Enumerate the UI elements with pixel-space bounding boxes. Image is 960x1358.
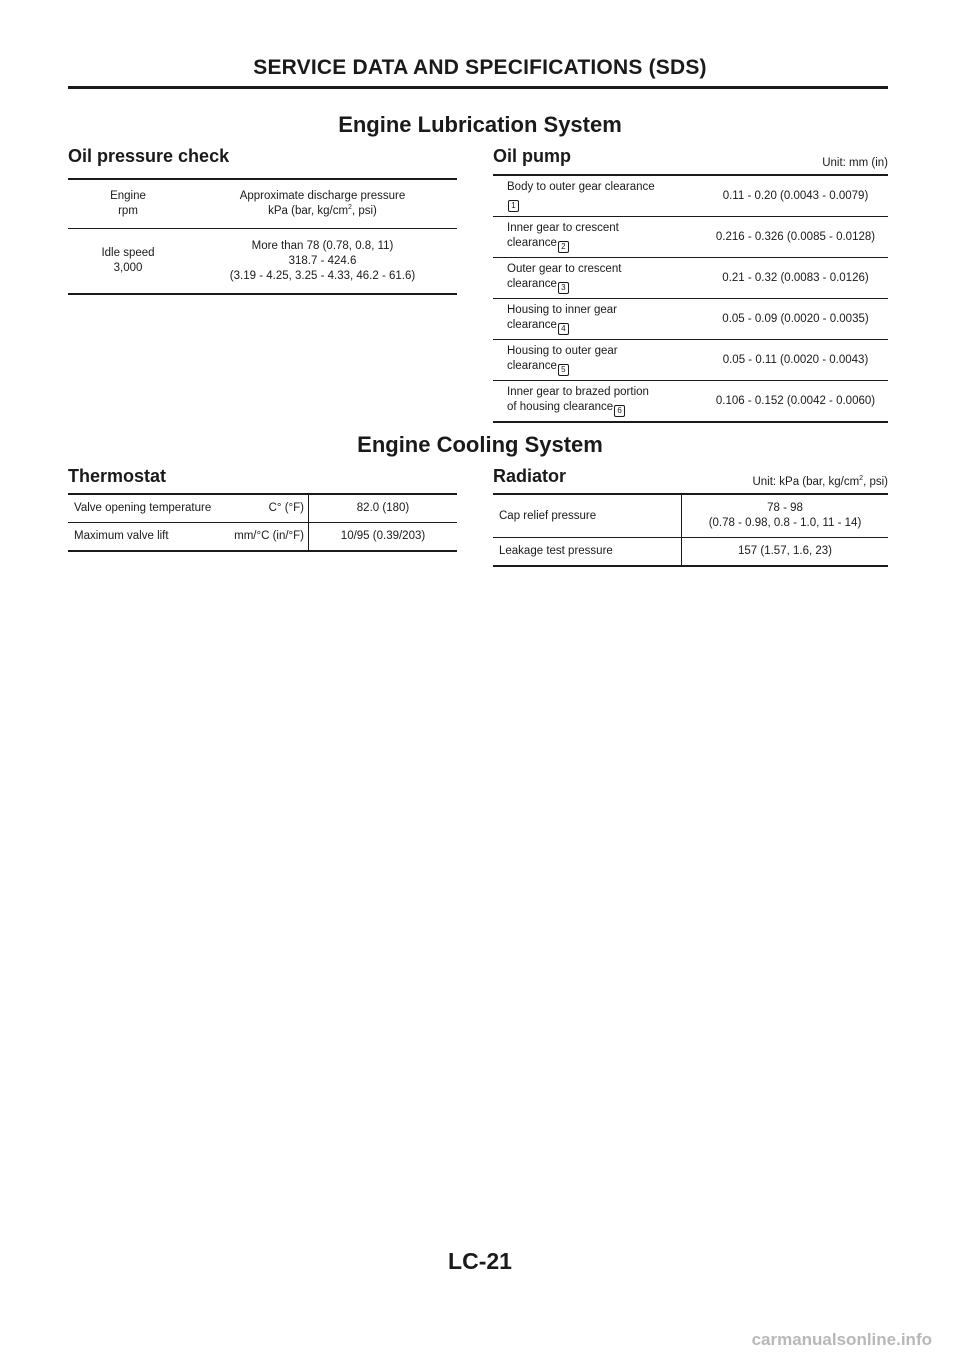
oil-pump-label-line2: clearance (507, 278, 557, 290)
cooling-section-title: Engine Cooling System (357, 432, 603, 457)
reference-number-icon: 2 (558, 241, 569, 253)
oil-pump-label-line2: clearance (507, 237, 557, 249)
reference-number-icon: 4 (558, 323, 569, 335)
oil-pump-label-line1: Body to outer gear clearance (507, 181, 655, 193)
reference-number-icon: 6 (614, 405, 625, 417)
oil-pump-label-cell (493, 299, 703, 340)
oil-pump-row (493, 258, 888, 299)
reference-number-icon: 1 (508, 200, 519, 212)
thermostat-opening-value: 82.0 (180) (309, 494, 458, 523)
header-rule (68, 86, 888, 89)
oil-pump-row (493, 217, 888, 258)
radiator-title: Radiator (493, 466, 567, 486)
oil-pump-unit: Unit: mm (in) (822, 157, 888, 169)
thermostat-opening-label: Valve opening temperature (68, 494, 226, 523)
oil-pump-label-cell (493, 340, 703, 381)
cell-text: 318.7 - 424.6 (288, 254, 357, 267)
cell-text: More than 78 (0.78, 0.8, 11) (251, 239, 394, 252)
thermostat-lift-unit: mm/°C (in/°F) (226, 523, 309, 552)
lubrication-section-title: Engine Lubrication System (338, 112, 622, 137)
oil-pressure-rpm-cell (68, 229, 188, 295)
header-text: Engine (110, 190, 146, 202)
radiator-leak-value: 157 (1.57, 1.6, 23) (682, 538, 889, 567)
thermostat-title: Thermostat (68, 466, 167, 486)
radiator-table (493, 493, 888, 567)
watermark: carmanualsonline.info (751, 1330, 932, 1349)
page-number: LC-21 (448, 1248, 512, 1274)
oil-pump-label-line2: clearance (507, 319, 557, 331)
oil-pump-row (493, 175, 888, 217)
oil-pump-label-line2: clearance (507, 360, 557, 372)
oil-pump-value-cell: 0.05 - 0.09 (0.0020 - 0.0035) (703, 299, 888, 340)
oil-pump-table (493, 174, 888, 423)
oil-pump-row (493, 299, 888, 340)
page-header-title: SERVICE DATA AND SPECIFICATIONS (SDS) (253, 56, 707, 79)
oil-pump-value-cell: 0.05 - 0.11 (0.0020 - 0.0043) (703, 340, 888, 381)
cell-text: 78 - 98 (767, 502, 803, 514)
oil-pump-title: Oil pump (493, 146, 571, 166)
reference-number-icon: 5 (558, 364, 569, 376)
oil-pump-label-line1: Inner gear to brazed portion (507, 386, 649, 398)
oil-pump-value-cell: 0.11 - 0.20 (0.0043 - 0.0079) (703, 175, 888, 217)
oil-pump-row (493, 340, 888, 381)
radiator-leak-label: Leakage test pressure (493, 538, 682, 567)
unit-text: , psi) (863, 476, 888, 488)
oil-pump-label-line2: of housing clearance (507, 401, 614, 413)
oil-pump-label-line1: Housing to inner gear (507, 304, 617, 316)
header-text: Approximate discharge pressure (239, 190, 406, 202)
cell-text: Idle speed (101, 247, 155, 259)
cell-text: (3.19 - 4.25, 3.25 - 4.33, 46.2 - 61.6) (229, 269, 416, 282)
oil-pump-label-line1: Housing to outer gear (507, 345, 618, 357)
thermostat-opening-unit: C° (°F) (226, 494, 309, 523)
oil-pump-value-cell: 0.106 - 0.152 (0.0042 - 0.0060) (703, 381, 888, 423)
superscript: 2 (859, 475, 864, 483)
thermostat-lift-value: 10/95 (0.39/203) (309, 523, 458, 552)
oil-pump-value-cell: 0.216 - 0.326 (0.0085 - 0.0128) (703, 217, 888, 258)
header-text: , psi) (351, 205, 377, 217)
oil-pump-label-cell (493, 217, 703, 258)
oil-pump-label-line1: Outer gear to crescent (507, 263, 622, 275)
oil-pump-value-cell: 0.21 - 0.32 (0.0083 - 0.0126) (703, 258, 888, 299)
oil-pump-label-cell (493, 258, 703, 299)
unit-text: Unit: kPa (bar, kg/cm (752, 476, 860, 488)
reference-number-icon: 3 (558, 282, 569, 294)
oil-pressure-title: Oil pressure check (68, 146, 230, 166)
oil-pump-label-cell (493, 175, 703, 217)
superscript: 2 (348, 204, 352, 212)
thermostat-table (68, 493, 457, 552)
oil-pressure-value-cell (188, 229, 457, 295)
radiator-cap-value (682, 494, 889, 538)
thermostat-lift-label: Maximum valve lift (68, 523, 226, 552)
header-text: rpm (118, 205, 138, 217)
oil-pump-label-line1: Inner gear to crescent (507, 222, 619, 234)
oil-pressure-col-pressure-header (188, 179, 457, 229)
oil-pump-row (493, 381, 888, 423)
cell-text: 3,000 (113, 262, 143, 274)
oil-pressure-table (68, 178, 457, 295)
radiator-cap-label: Cap relief pressure (493, 494, 682, 538)
oil-pressure-col-rpm-header (68, 179, 188, 229)
oil-pump-label-cell (493, 381, 703, 423)
cell-text: (0.78 - 0.98, 0.8 - 1.0, 11 - 14) (708, 517, 862, 529)
radiator-unit (752, 476, 888, 488)
header-text: kPa (bar, kg/cm (268, 205, 349, 217)
